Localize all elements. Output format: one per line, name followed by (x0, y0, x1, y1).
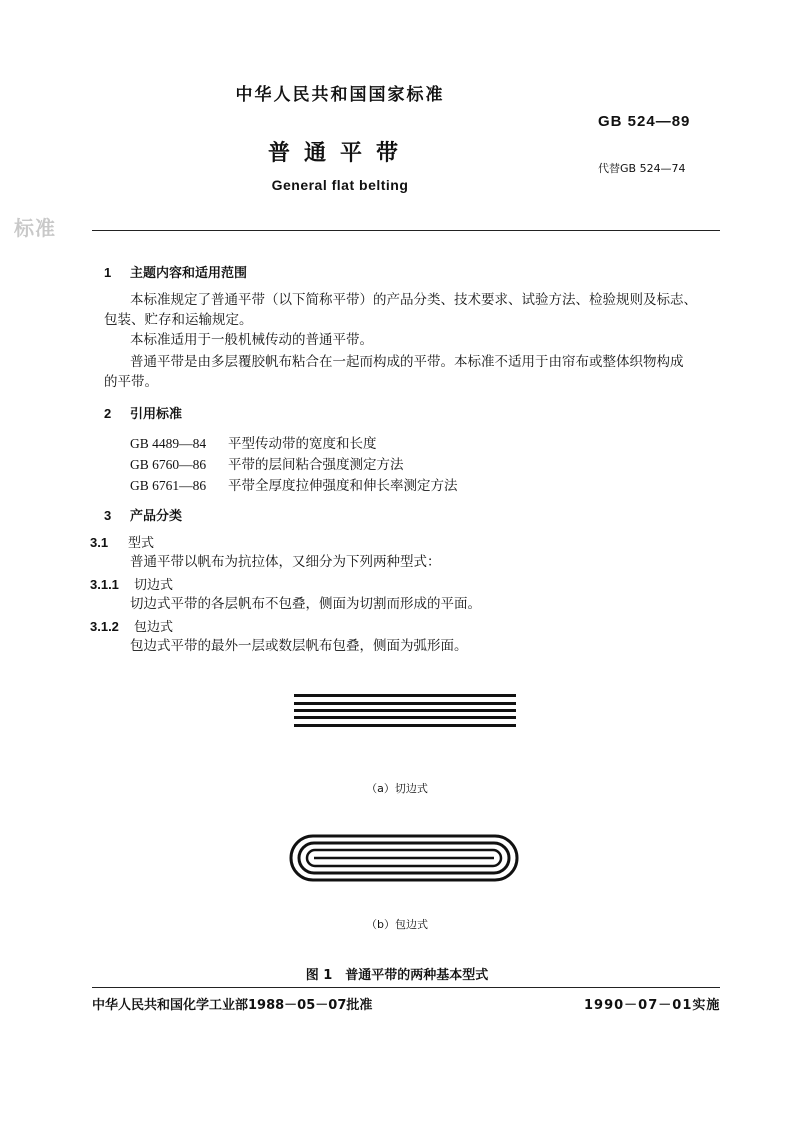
figure-caption-b: （b）包边式 (366, 918, 428, 931)
section-2-heading (104, 403, 182, 422)
figure-wrapped-edge-belt (288, 833, 520, 883)
subsection-3-1-heading (90, 532, 154, 551)
watermark-stamp: 标准 (14, 216, 56, 240)
section-number: 3 (104, 508, 112, 523)
reference-title: 平型传动带的宽度和长度 (228, 436, 377, 452)
issuing-body: 中华人民共和国国家标准 (235, 85, 445, 105)
reference-item (130, 453, 404, 473)
footer-rule (92, 987, 720, 988)
section-1-para-2: 本标准适用于一般机械传动的普通平带。 (130, 332, 373, 348)
document-title-english: General flat belting (271, 177, 409, 193)
reference-code: GB 6761—86 (130, 478, 207, 493)
header-rule (92, 230, 720, 231)
subsection-number: 3.1 (90, 535, 109, 550)
approval-note: 中华人民共和国化学工业部1988－05－07批准 (92, 998, 373, 1013)
subsection-3-1-1-text: 切边式平带的各层帆布不包叠，侧面为切割而形成的平面。 (130, 596, 481, 612)
section-title: 主题内容和适用范围 (130, 266, 248, 281)
belt-layer (294, 694, 516, 697)
subsection-number: 3.1.1 (90, 577, 119, 592)
section-1-para-3-line-2: 的平带。 (104, 374, 158, 390)
document-title: 普通平带 (267, 141, 412, 166)
reference-code: GB 4489—84 (130, 436, 207, 451)
subsection-3-1-1-heading (90, 574, 173, 593)
subsection-title: 切边式 (134, 578, 174, 593)
figure-cut-edge-belt (290, 690, 520, 734)
reference-item (130, 432, 377, 452)
section-1-para-1-line-2: 包装、贮存和运输规定。 (104, 312, 253, 328)
section-title: 引用标准 (130, 407, 183, 422)
section-3-heading (104, 505, 182, 524)
belt-layer (294, 709, 516, 712)
section-number: 2 (104, 406, 112, 421)
subsection-3-1-text: 普通平带以帆布为抗拉体，又细分为下列两种型式： (130, 554, 441, 570)
section-1-para-3-line-1: 普通平带是由多层覆胶帆布粘合在一起而构成的平带。本标准不适用于由帘布或整体织物构成 (130, 354, 684, 370)
belt-layer (294, 702, 516, 705)
subsection-3-1-2-text: 包边式平带的最外一层或数层帆布包叠，侧面为弧形面。 (130, 638, 468, 654)
belt-layer (294, 724, 516, 727)
effective-date: 1990－07－01实施 (584, 998, 721, 1013)
subsection-title: 包边式 (134, 620, 174, 635)
replaces-note: 代替GB 524—74 (598, 162, 686, 175)
section-number: 1 (104, 265, 112, 280)
figure-caption: 图 1 普通平带的两种基本型式 (305, 968, 489, 983)
reference-code: GB 6760—86 (130, 457, 207, 472)
section-1-para-1-line-1: 本标准规定了普通平带（以下简称平带）的产品分类、技术要求、试验方法、检验规则及标志、 (130, 292, 697, 308)
subsection-3-1-2-heading (90, 616, 173, 635)
figure-caption-a: （a）切边式 (366, 782, 428, 795)
standard-number: GB 524—89 (598, 113, 691, 130)
belt-layer (294, 716, 516, 719)
section-1-heading (104, 262, 247, 281)
reference-item (130, 474, 458, 494)
reference-title: 平带全厚度拉伸强度和伸长率测定方法 (228, 478, 458, 494)
section-title: 产品分类 (130, 509, 183, 524)
subsection-title: 型式 (128, 536, 155, 551)
subsection-number: 3.1.2 (90, 619, 119, 634)
reference-title: 平带的层间粘合强度测定方法 (228, 457, 404, 473)
